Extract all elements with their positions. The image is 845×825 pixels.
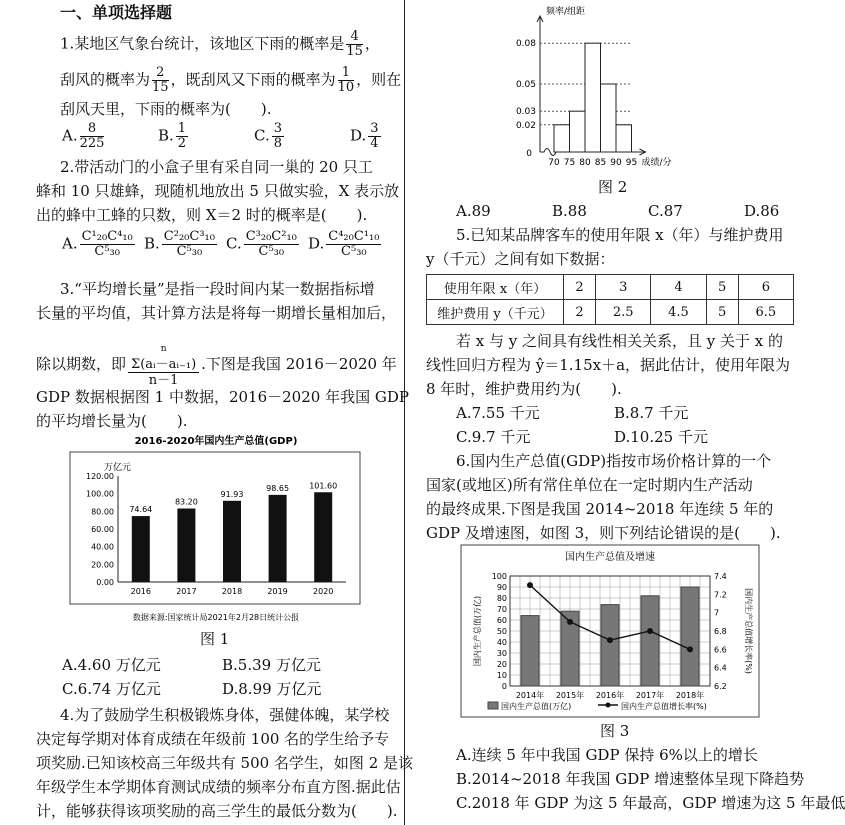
chart-title: 国内生产总值及增速 [565,552,655,563]
q4-line2: 决定每学期对体育成绩在年级前 100 名的学生给予专 [36,730,390,748]
q5-opt-c[interactable]: C.9.7 千元 [456,428,531,446]
q5-options-row1 [456,402,688,424]
y-tick-label: 0.00 [96,578,114,587]
q2-opt-a[interactable] [62,230,144,259]
bar [681,587,699,686]
x-tick-label: 2018年 [675,691,705,700]
table-cell: 5 [706,275,738,300]
y2-tick-label: 6.2 [714,682,727,691]
sum-top: n [160,344,167,354]
q1-opt-d[interactable] [350,122,410,151]
frac-num: C²₂₀C³₁₀ [163,229,215,244]
q5-line3: 若 x 与 y 之间具有线性相关关系，且 y 关于 x 的 [456,332,784,350]
frac-num: C¹₂₀C⁴₁₀ [81,229,133,244]
x-tick-label: 90 [610,158,622,168]
q4-opt-c[interactable]: C.87 [648,202,683,220]
x-tick-label: 95 [625,158,638,168]
q3-line2: 长量的平均值，其计算方法是将每一期增长量相加后， [36,304,397,322]
q1-line3: 刮风天里，下雨的概率为( ). [60,100,272,118]
q5-line2: y（千元）之间有如下数据： [426,250,615,268]
q3-line1: 3.“平均增长量”是指一段时间内某一数据指标增 [60,280,375,298]
data-label: 74.64 [129,505,153,515]
table-head: 维护费用 y（千元） [427,300,564,325]
chart-source: 数据来源:国家统计局2021年2月28日统计公报 [132,613,300,622]
opt-label: A. [62,126,78,145]
y2-tick-label: 6.6 [714,645,727,655]
frac-num: 3 [370,121,379,136]
fig3-gdp-growth-chart [460,544,760,718]
bar [314,492,332,582]
frac-den: C⁵₃₀ [341,244,367,259]
q1-line1: 1.某地区气象台统计，该地区下雨的概率是 $\frac{4}{15}$ ， [60,29,380,59]
x-tick-label: 2015年 [555,691,585,700]
y-tick-label: 0.05 [515,80,536,90]
y-tick-label: 90 [496,583,507,592]
q6-opt-b[interactable]: B.2014~2018 年我国 GDP 增速整体呈现下降趋势 [456,770,805,788]
bar [223,501,241,582]
q3-opt-d[interactable]: D.8.99 万亿元 [222,680,322,698]
fig1-gdp-bar-chart [66,432,366,624]
q5-line4: 线性回归方程为 ŷ＝1.15x＋a，据此估计，使用年限为 [426,356,791,374]
y-axis-label: 万亿元 [104,463,132,473]
table-cell: 4.5 [651,300,706,325]
q3-formula-pre: 除以期数，即 [36,355,127,373]
q3-formula [128,342,199,388]
x-tick-label: 2016年 [595,691,625,700]
x-tick-label: 2014年 [515,691,545,700]
q5-opt-a[interactable]: A.7.55 千元 [456,404,540,422]
q6-line3: 的最终成果.下图是我国 2014~2018 年连续 5 年的 [426,500,774,518]
table-cell: 2 [564,300,596,325]
q5-line5: 8 年时，维护费用约为( ). [426,380,622,398]
histogram-bar [570,111,586,152]
q6-opt-c[interactable]: C.2018 年 GDP 为这 5 年最高，GDP 增速为这 5 年最低 [456,794,845,812]
q6-line2: 国家(或地区)所有常住单位在一定时期内生产活动 [426,476,753,494]
table-head: 使用年限 x（年） [427,275,564,300]
q1-text2: 刮风的概率为 [60,70,151,89]
q1-frac-wind [152,66,169,95]
data-label: 98.65 [266,483,290,493]
table-cell: 4 [651,275,706,300]
line-point [567,619,573,625]
q4-line5: 计，能够获得该项奖励的高三学生的最低分数为( ). [36,802,398,820]
y-tick-label: 40.00 [91,542,114,552]
bar [521,616,539,686]
frac-den: 225 [79,136,105,151]
q3-opt-c[interactable]: C.6.74 万亿元 [62,680,161,698]
frac-den: 15 [152,80,169,95]
fig2-caption: 图 2 [598,178,628,196]
q4-line1: 4.为了鼓励学生积极锻炼身体，强健体魄，某学校 [60,706,390,724]
line-point [687,646,693,652]
opt-label: D. [308,234,325,253]
legend-label: 国内生产总值(万亿) [501,702,572,711]
x-tick-label: 2017年 [635,691,665,700]
histogram-bar [616,125,632,152]
q5-options-row2 [456,426,708,448]
q1-text: 1.某地区气象台统计，该地区下雨的概率是 [60,34,345,53]
data-label: 101.60 [309,481,338,491]
formula-den: n－1 [148,373,179,388]
q6-line4: GDP 及增速图，如图 3，则下列结论错误的是( ). [426,524,781,542]
frac-den: C⁵₃₀ [258,244,285,259]
origin-label: 0 [526,149,532,159]
data-label: 83.20 [174,497,198,507]
q2-options [62,230,378,259]
formula-num: Σ(aᵢ－aᵢ₋₁) [128,357,199,373]
x-tick-label: 2017 [176,587,197,596]
fig1-caption: 图 1 [200,630,230,648]
q1-opt-c[interactable] [254,122,350,151]
y-tick-label: 20.00 [91,560,114,570]
q4-opt-b[interactable]: B.88 [552,202,587,220]
q3-options-row2 [62,678,321,700]
bar [177,509,195,582]
q2-opt-d[interactable] [308,230,378,259]
data-label: 91.93 [220,489,244,499]
frac-num: C³₂₀C²₁₀ [245,229,297,244]
frac-den: 15 [346,44,363,59]
y-tick-label: 60 [496,616,507,625]
y-tick-label: 40 [496,638,507,647]
chart-title: 2016-2020年国内生产总值(GDP) [134,436,298,447]
y-tick-label: 50 [496,627,507,636]
y-tick-label: 10 [496,671,507,680]
opt-label: C. [226,234,242,253]
histogram-bar [601,84,617,152]
frac-num: 1 [177,121,187,136]
table-row [427,275,794,300]
y-tick-label: 0.03 [515,107,536,118]
q5-opt-b[interactable]: B.8.7 千元 [614,404,689,422]
table-cell: 5 [706,300,738,325]
q6-opt-a[interactable]: A.连续 5 年中我国 GDP 保持 6%以上的增长 [456,746,758,764]
y-tick-label: 20 [496,660,507,669]
q4-options [456,200,779,222]
opt-label: B. [144,234,160,253]
y-tick-label: 100 [491,572,507,581]
y-axis-label: 国内生产总值(万亿) [473,595,482,667]
q1-frac-both [338,66,355,95]
y-tick-label: 30 [496,649,507,658]
opt-label: B. [158,126,174,145]
q1-opt-b[interactable] [158,122,254,151]
table-row [427,300,794,325]
q1-opt-a[interactable] [62,122,158,151]
frac-den: C⁵₃₀ [94,244,120,259]
frac-num: C⁴₂₀C¹₁₀ [328,229,380,244]
frac-num: 8 [80,122,105,137]
frac-num: 4 [346,30,363,45]
frac-den: 8 [273,136,282,151]
y2-tick-label: 7.2 [714,590,727,600]
q1-text4: ，则在 [356,70,402,89]
frac-den: 2 [177,136,187,151]
y-axis-label: 频率/组距 [546,7,586,17]
bar [132,516,150,582]
table-cell: 3 [596,275,651,300]
q4-opt-d[interactable]: D.86 [744,202,780,220]
line-point [527,582,533,588]
frac-den: 4 [370,136,379,151]
x-tick-label: 2018 [221,587,243,596]
opt-label: D. [350,126,367,145]
q1-text3: ，既刮风又下雨的概率为 [170,70,336,89]
table-cell: 2 [564,275,596,300]
x-tick-label: 2020 [313,587,334,596]
q2-line1: 2.带活动门的小盒子里有采自同一巢的 20 只工 [60,158,373,176]
legend-swatch-bar [488,702,498,709]
y-tick-label: 0.08 [515,39,536,50]
q5-data-table [426,274,794,325]
bar [269,495,287,582]
section-title: 一、单项选择题 [60,3,173,22]
q2-line3: 出的蜂中工蜂的只数，则 X＝2 时的概率是( ). [36,206,368,224]
x-tick-label: 80 [579,158,591,168]
x-tick-label: 2016 [130,587,151,596]
bar [641,596,659,686]
x-tick-label: 75 [563,158,576,168]
y-tick-label: 120.00 [86,472,114,481]
q4-line4: 年级学生本学期体育测试成绩的频率分布直方图.据此估 [36,778,401,796]
q3-line3: GDP 数据根据图 1 中数据，2016－2020 年我国 GDP [36,388,409,406]
y-tick-label: 100.00 [86,489,114,499]
bar [601,605,619,686]
q3-options-row1 [62,654,321,676]
q3-opt-b[interactable]: B.5.39 万亿元 [222,656,321,674]
histogram-bar [585,43,601,152]
q3-line4: 的平均增长量为( ). [36,412,188,430]
q3-formula-post: .下图是我国 2016－2020 年 [201,355,397,373]
opt-label: C. [254,126,270,145]
y2-tick-label: 7 [714,608,720,618]
q2-opt-b[interactable] [144,230,226,259]
y2-tick-label: 7.4 [714,572,727,581]
q6-line1: 6.国内生产总值(GDP)指按市场价格计算的一个 [456,452,772,470]
line-point [607,637,613,643]
x-tick-label: 2019 [267,587,288,596]
legend-marker [606,703,611,708]
q3-formula-line [36,342,397,388]
x-axis-label: 成绩/分 [641,158,672,168]
y2-tick-label: 6.4 [714,663,727,673]
y2-tick-label: 6.8 [714,627,727,636]
table-cell: 6.5 [738,300,793,325]
frac-den: 10 [337,80,355,95]
frac-den: C⁵₃₀ [176,244,203,259]
fig3-caption: 图 3 [600,722,630,740]
q5-opt-d[interactable]: D.10.25 千元 [614,428,708,446]
frac-num: 3 [273,121,282,136]
opt-label: A. [62,234,78,253]
frac-num: 2 [152,66,169,81]
y-tick-label: 60.00 [91,525,114,534]
q5-line1: 5.已知某品牌客车的使用年限 x（年）与维护费用 [456,226,784,244]
q1-frac-rain [346,30,363,59]
y-tick-label: 0.02 [515,120,536,131]
frac-num: 1 [338,66,355,81]
y-tick-label: 70 [496,605,507,614]
x-tick-label: 70 [548,158,560,168]
x-tick-label: 85 [594,158,607,168]
table-cell: 2.5 [596,300,651,325]
table-cell: 6 [738,275,793,300]
q4-opt-a[interactable]: A.89 [456,202,491,220]
fig2-histogram [500,2,730,172]
histogram-bar [554,125,570,152]
q2-line2: 蜂和 10 只雄蜂，现随机地放出 5 只做实验，X 表示放 [36,182,400,200]
q4-line3: 项奖励.已知该校高三年级共有 500 名学生，如图 2 是该 [36,754,414,772]
q3-opt-a[interactable]: A.4.60 万亿元 [62,656,161,674]
y-tick-label: 0 [501,682,507,691]
q1-options [62,122,410,151]
y-tick-label: 80.00 [91,507,114,517]
q2-opt-c[interactable] [226,230,308,259]
line-point [647,628,653,634]
y2-axis-label: 国内生产总值增长率(%) [744,588,753,674]
legend-label: 国内生产总值增长率(%) [621,702,707,711]
q1-line2 [60,66,401,95]
y-tick-label: 80 [496,594,507,603]
